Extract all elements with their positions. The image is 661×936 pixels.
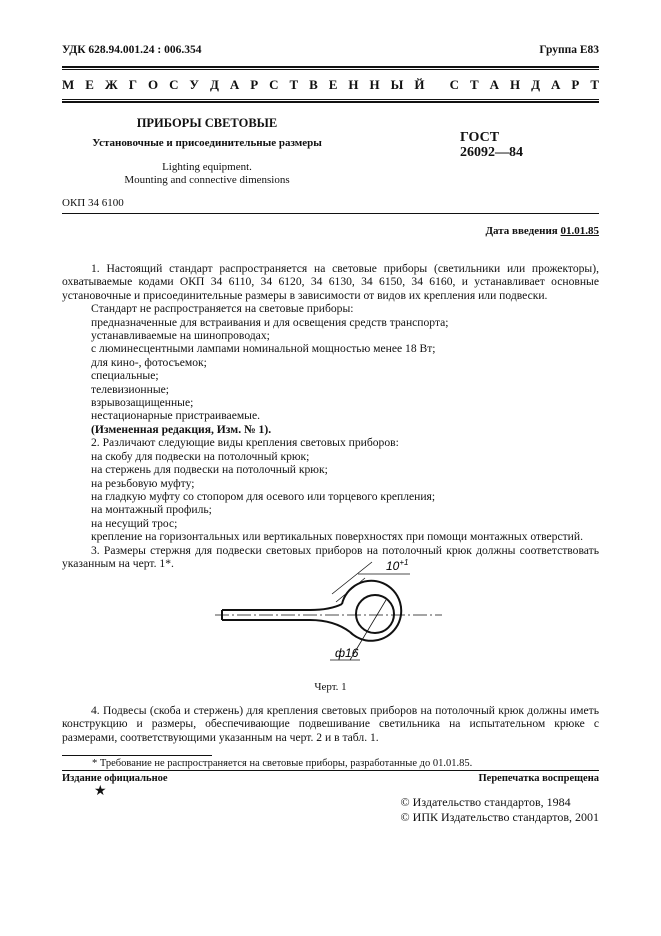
interstate-standard-banner xyxy=(62,77,599,93)
gost-code: 26092—84 xyxy=(460,145,523,160)
document-body-2 xyxy=(62,704,599,744)
banner-letter xyxy=(435,77,438,93)
english-title-line1: Lighting equipment. xyxy=(162,161,252,173)
revision-note: (Измененная редакция, Изм. № 1). xyxy=(91,422,272,436)
dim-dia-text: ф16 xyxy=(335,646,359,660)
banner-letter: М xyxy=(62,77,75,92)
list-item: для кино-, фотосъемок; xyxy=(91,355,207,369)
copyright-2001: © ИПК Издательство стандартов, 2001 xyxy=(400,810,599,824)
banner-letter: О xyxy=(147,77,159,92)
banner-rule-thin xyxy=(62,99,599,100)
banner-letter: Т xyxy=(470,77,479,92)
document-subtitle: Установочные и присоединительные размеры xyxy=(92,137,322,149)
banner-letter: Й xyxy=(414,77,425,92)
rod-drawing-figure xyxy=(210,556,450,676)
reprint-prohibited: Перепечатка воспрещена xyxy=(478,773,599,784)
list-item: взрывозащищенные; xyxy=(91,396,194,410)
list-item: специальные; xyxy=(91,369,159,383)
udk-code: УДК 628.94.001.24 : 006.354 xyxy=(62,44,202,56)
banner-letter: А xyxy=(489,77,500,92)
banner-letter: Т xyxy=(289,77,299,92)
banner-letter: Р xyxy=(250,77,259,92)
banner-letter: Г xyxy=(128,77,137,92)
banner-letter: С xyxy=(269,77,279,92)
banner-letter: Д xyxy=(209,77,219,92)
list-item: устанавливаемые на шинопроводах; xyxy=(91,329,270,343)
gost-label: ГОСТ xyxy=(460,130,500,145)
footnote-rule xyxy=(62,755,212,756)
banner-letter: Е xyxy=(328,77,338,92)
footer-rule xyxy=(62,770,599,771)
list-item: предназначенные для встраивания и для освещения средств транспорта; xyxy=(91,315,449,329)
effective-date-label: Дата введения xyxy=(485,225,558,237)
rod-outline xyxy=(222,604,350,632)
paragraph-4: 4. Подвесы (скоба и стержень) для крепления световых приборов на потолочный крюк должны иметь конструкцию и размеры, обеспечивающие подвешивание светильника на испытательном крюке с размерами, соответствующими указанным на черт. 2 и в табл. 1. xyxy=(62,704,599,744)
eye-inner xyxy=(356,595,394,633)
copyright-1984: © Издательство стандартов, 1984 xyxy=(400,795,571,809)
official-edition: Издание официальное xyxy=(62,773,168,784)
document-title: ПРИБОРЫ СВЕТОВЫЕ xyxy=(136,116,278,130)
banner-letter: В xyxy=(309,77,318,92)
top-rule-thin xyxy=(62,69,599,70)
banner-letter: С xyxy=(449,77,460,92)
banner-letter: Ж xyxy=(104,77,118,92)
footnote xyxy=(62,755,599,769)
paragraph-1b: Стандарт не распространяется на световые приборы: xyxy=(91,302,354,316)
english-title xyxy=(62,161,352,187)
dim-top-line xyxy=(336,578,365,602)
paragraph-1: 1. Настоящий стандарт распространяется на световые приборы (светильники или прожекторы), охватываемые кодами ОКП 34 6110, 34 6120, 34 6130, 34 6150, 34 6160, и устанавливает основные установочные и присоединительные размеры в зависимости от видов их крепления или подвески. xyxy=(62,262,599,302)
banner-letter: С xyxy=(169,77,179,92)
banner-letter: Т xyxy=(590,77,599,92)
top-rule-thick xyxy=(62,66,599,68)
footnote-text: * Требование не распространяется на световые приборы, разработанные до 01.01.85. xyxy=(92,758,473,769)
banner-letter: Д xyxy=(531,77,541,92)
document-body xyxy=(62,262,599,570)
banner-letter: Р xyxy=(571,77,580,92)
banner-letter: А xyxy=(229,77,240,92)
list-item: телевизионные; xyxy=(91,382,169,396)
list-item: на стержень для подвески на потолочный крюк; xyxy=(91,463,328,477)
okp-code: ОКП 34 6100 xyxy=(62,197,124,209)
english-title-line2: Mounting and connective dimensions xyxy=(124,174,290,186)
list-item: на скобу для подвески на потолочный крюк; xyxy=(91,449,310,463)
list-item: нестационарные пристраиваемые. xyxy=(91,409,261,423)
mounts-list xyxy=(62,450,599,544)
paragraph-2: 2. Различают следующие виды крепления световых приборов: xyxy=(91,436,399,450)
banner-letter: Ы xyxy=(390,77,404,92)
banner-letter: Е xyxy=(85,77,94,92)
effective-date-value: 01.01.85 xyxy=(560,225,599,237)
gost-number xyxy=(460,130,523,160)
effective-date xyxy=(485,225,599,237)
banner-letter: Н xyxy=(510,77,521,92)
okp-rule xyxy=(62,213,599,214)
list-item: с люминесцентными лампами номинальной мощностью менее 18 Вт; xyxy=(91,342,436,356)
star-icon: ★ xyxy=(94,784,107,799)
figure-caption: Черт. 1 xyxy=(314,681,347,693)
exclusions-list xyxy=(62,316,599,423)
list-item: на гладкую муфту со стопором для осевого или торцевого крепления; xyxy=(91,489,436,503)
banner-rule-thick xyxy=(62,101,599,103)
list-item: на резьбовую муфту; xyxy=(91,476,195,490)
group-code: Группа Е83 xyxy=(539,44,599,56)
copyright-block xyxy=(401,795,599,825)
paragraph-3: 3. Размеры стержня для подвески световых приборов на потолочный крюк должны соответствовать указанным на черт. 1*. xyxy=(62,543,599,570)
banner-letter: Н xyxy=(369,77,380,92)
dim-top-value: 10 xyxy=(386,559,400,573)
banner-letter: У xyxy=(189,77,199,92)
banner-letter: Н xyxy=(348,77,359,92)
banner-letter: А xyxy=(551,77,561,92)
list-item: на несущий трос; xyxy=(91,516,178,530)
dim-top-text xyxy=(386,558,408,573)
list-item: крепление на горизонтальных или вертикальных поверхностях при помощи монтажных отверстий. xyxy=(91,530,583,544)
list-item: на монтажный профиль; xyxy=(91,503,212,517)
dim-top-tolerance: +1 xyxy=(399,558,409,567)
